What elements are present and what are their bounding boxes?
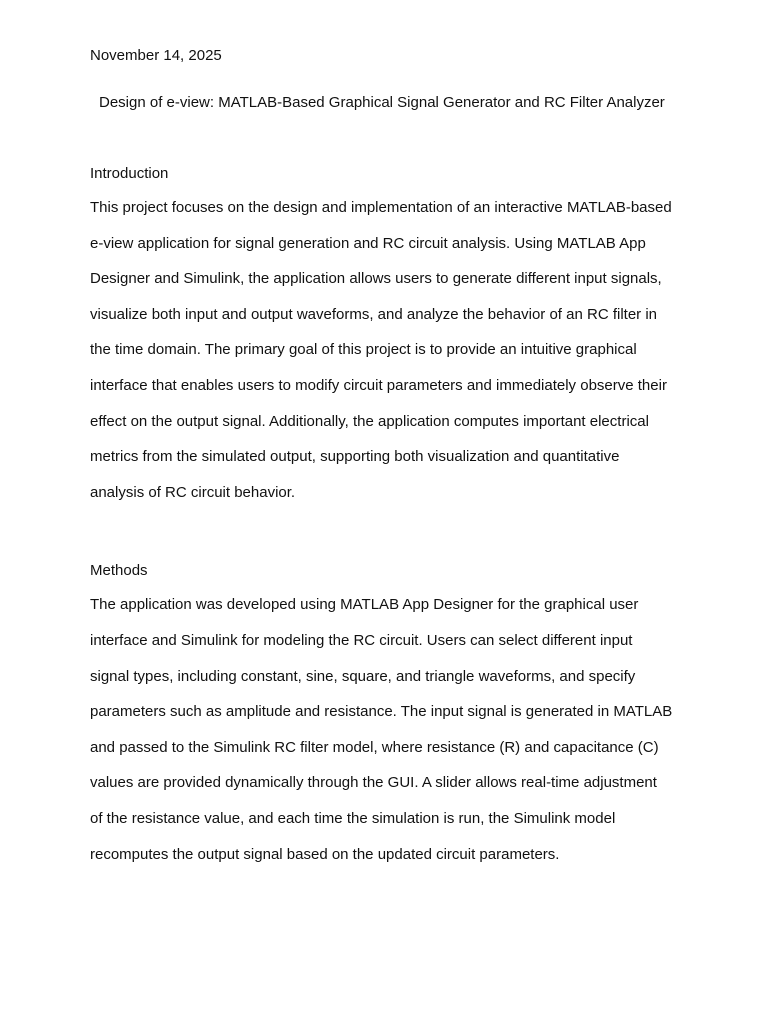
paragraph-line: analysis of RC circuit behavior. — [90, 483, 296, 501]
paragraph-line: and passed to the Simulink RC filter model, where resistance (R) and capacitance (C) — [90, 738, 659, 756]
paragraph-line: The application was developed using MATLAB App Designer for the graphical user — [90, 596, 639, 614]
paragraph-line: e-view application for signal generation and RC circuit analysis. Using MATLAB App — [90, 234, 646, 252]
document-body — [90, 46, 682, 872]
paragraph-line: This project focuses on the design and implementation of an interactive MATLAB-based — [90, 199, 672, 216]
paragraph-line: metrics from the simulated output, supporting both visualization and quantitative — [90, 448, 620, 466]
paragraph-line: signal types, including constant, sine, square, and triangle waveforms, and specify — [90, 667, 636, 685]
paragraph-line: interface and Simulink for modeling the RC circuit. Users can select different input — [90, 631, 633, 649]
paragraph-line: interface that enables users to modify circuit parameters and immediately observe their — [90, 376, 667, 394]
paragraph-line: Designer and Simulink, the application allows users to generate different input signals, — [90, 270, 662, 288]
introduction-heading: Introduction — [90, 165, 169, 182]
document-date: November 14, 2025 — [90, 47, 222, 64]
methods-paragraph — [90, 587, 682, 872]
paragraph-line: effect on the output signal. Additionally, the application computes important electrical — [90, 412, 649, 430]
paragraph-line: parameters such as amplitude and resistance. The input signal is generated in MATLAB — [90, 703, 673, 721]
paragraph-line: values are provided dynamically through the GUI. A slider allows real-time adjustment — [90, 774, 657, 792]
introduction-section — [90, 164, 682, 510]
paragraph-line: of the resistance value, and each time the simulation is run, the Simulink model — [90, 809, 616, 827]
document-title: Design of e-view: MATLAB-Based Graphical Signal Generator and RC Filter Analyzer — [99, 94, 665, 111]
introduction-paragraph — [90, 190, 682, 510]
paragraph-line: recomputes the output signal based on the updated circuit parameters. — [90, 845, 560, 863]
paragraph-line: visualize both input and output waveforms, and analyze the behavior of an RC filter in — [90, 305, 657, 323]
methods-heading: Methods — [90, 562, 148, 580]
methods-section — [90, 561, 682, 872]
paragraph-line: the time domain. The primary goal of this project is to provide an intuitive graphical — [90, 341, 637, 359]
